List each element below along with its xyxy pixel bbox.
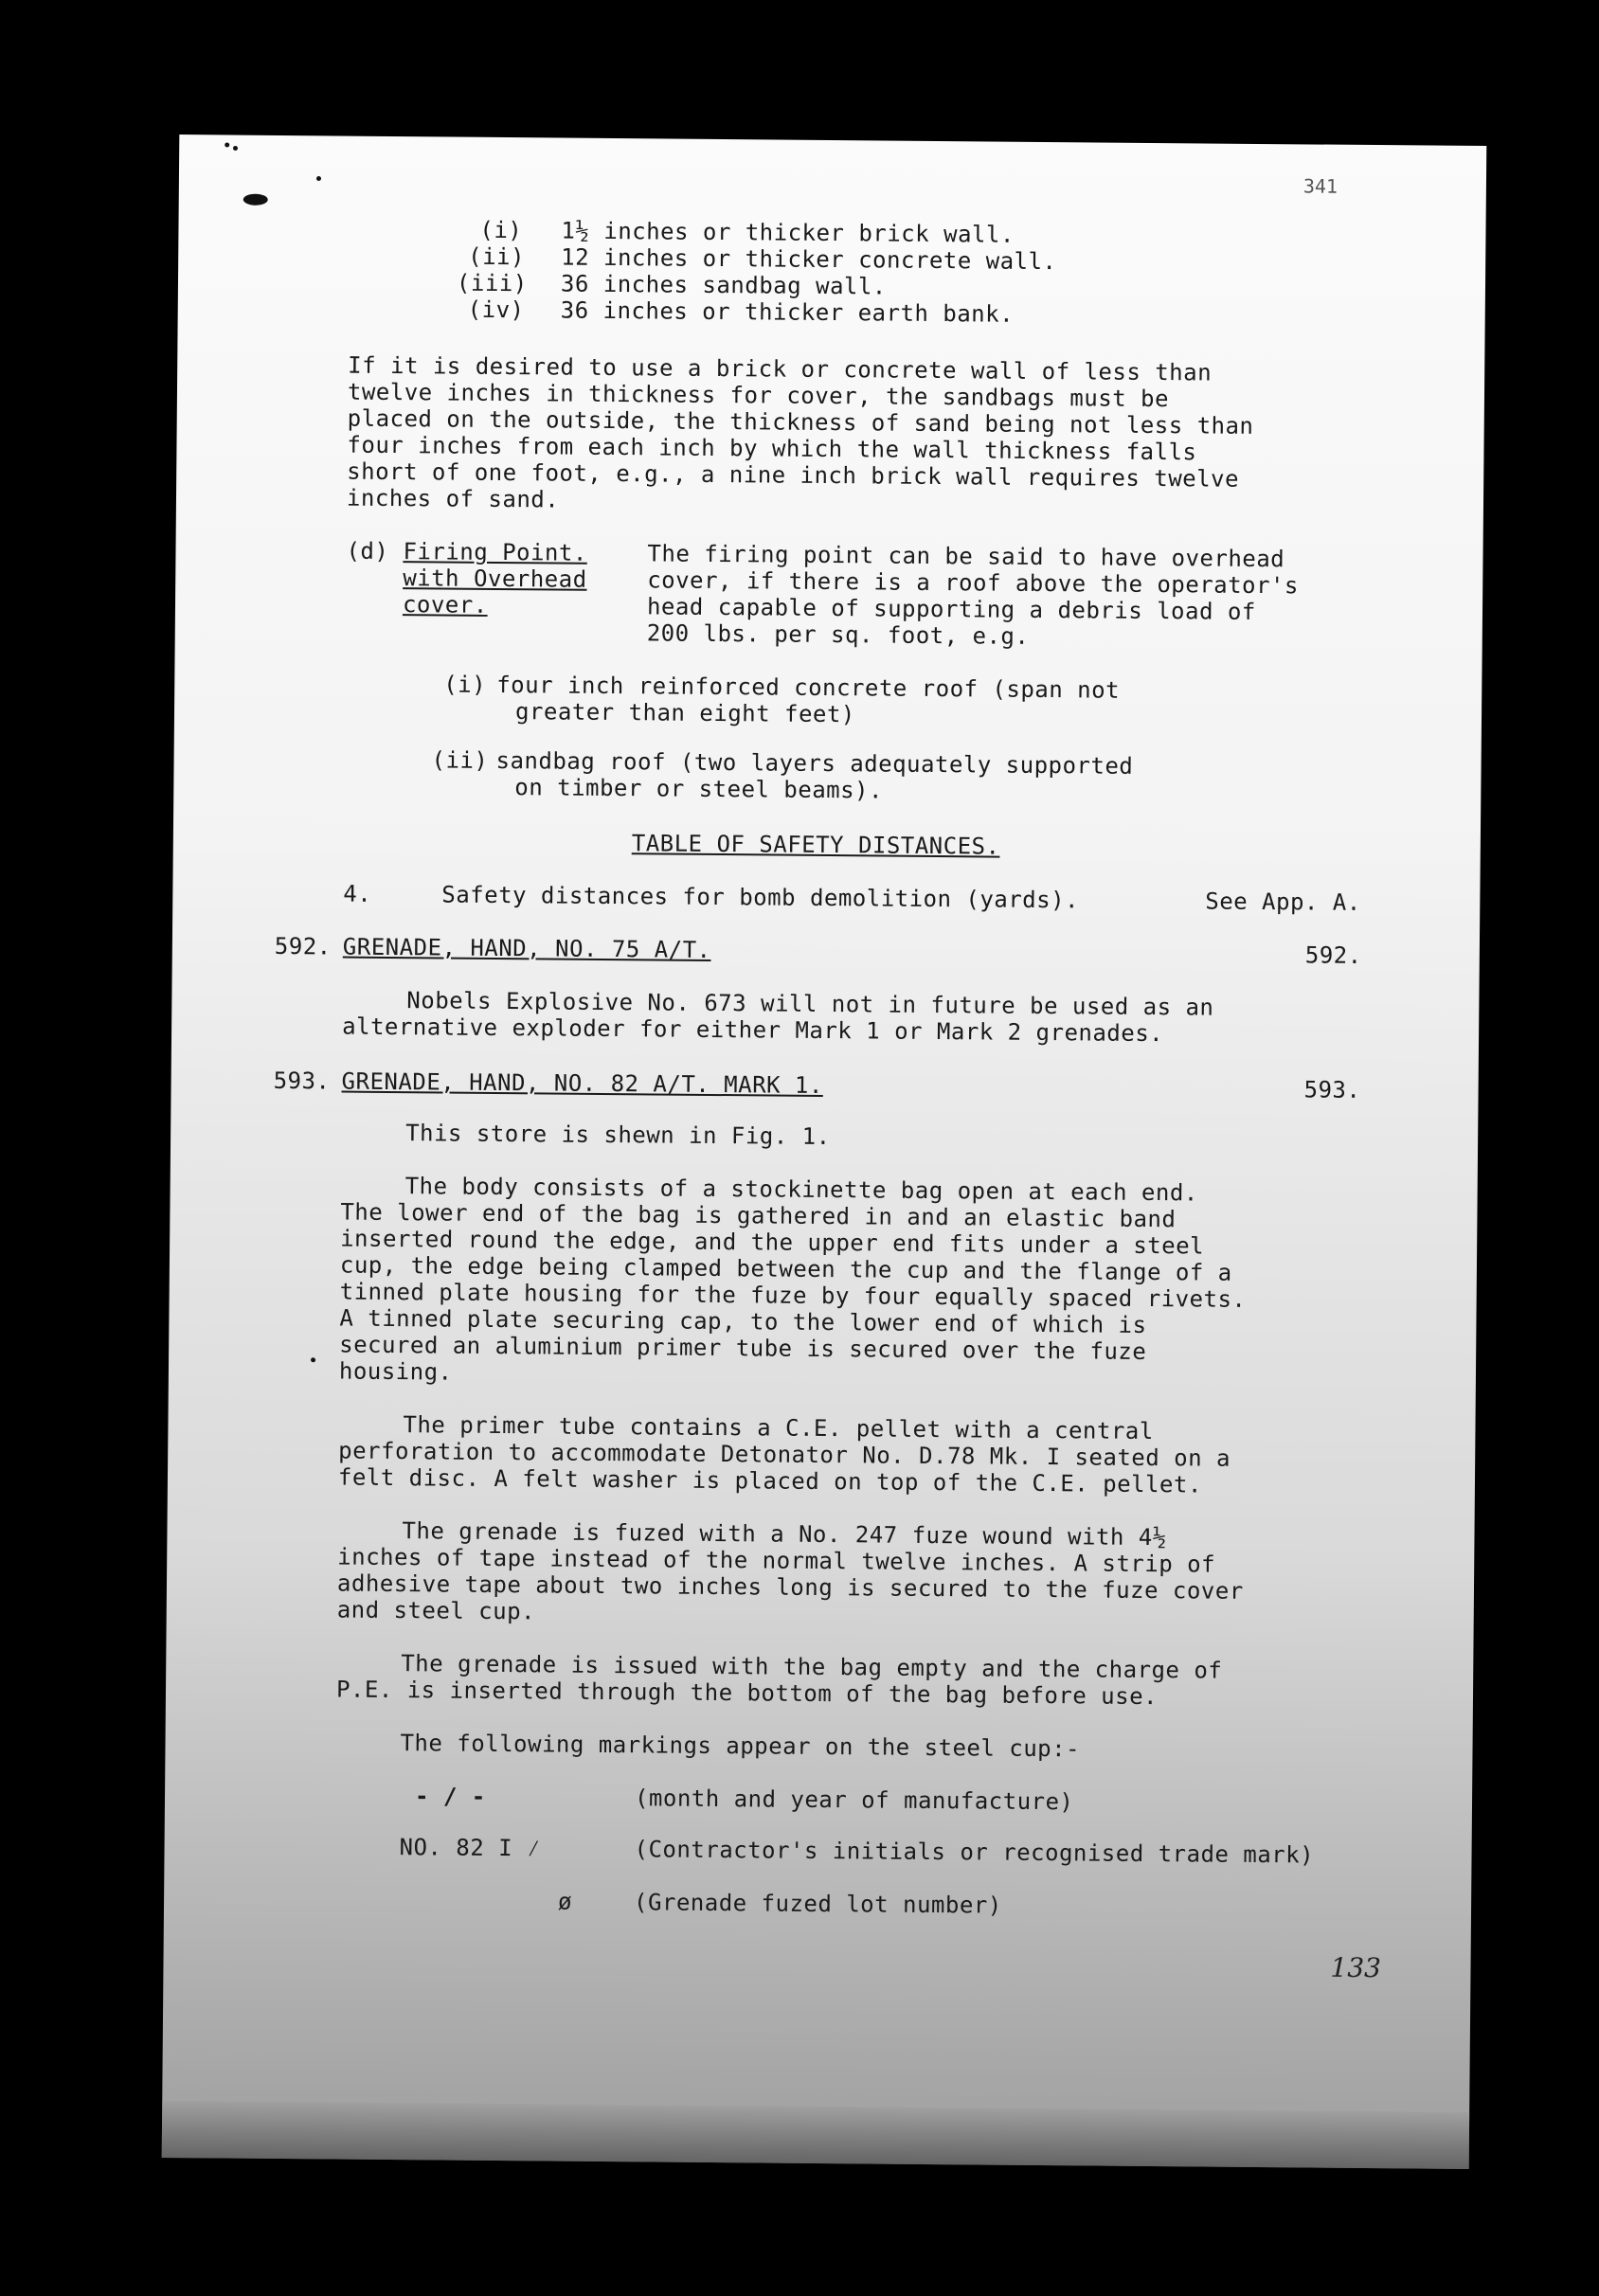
section-d-body: 200 lbs. per sq. foot, e.g. — [646, 619, 1030, 650]
para-sandbag-line: placed on the outside, the thickness of sand being not less than — [347, 404, 1254, 439]
list-b-line: sandbag roof (two layers adequately supported — [495, 746, 1134, 780]
list-b-line: four inch reinforced concrete roof (span not — [496, 671, 1121, 704]
ink-blot — [243, 194, 268, 206]
section-d-title: cover. — [402, 591, 488, 619]
sec592-body: alternative exploder for either Mark 1 or Mark 2 grenades. — [342, 1013, 1164, 1048]
sec593-para4: The grenade is issued with the bag empty and the charge of — [401, 1650, 1223, 1684]
para-sandbag-line: twelve inches in thickness for cover, the sandbags must be — [347, 378, 1170, 413]
section-d-title: with Overhead — [403, 565, 587, 593]
sec593-intro: This store is shewn in Fig. 1. — [405, 1120, 831, 1151]
markings-intro: The following markings appear on the steel cup:- — [400, 1730, 1081, 1763]
sec593-para2: felt disc. A felt washer is placed on top of the C.E. pellet. — [337, 1463, 1202, 1498]
para-sandbag-line: short of one foot, e.g., a nine inch brick wall requires twelve — [347, 457, 1240, 493]
sec592-num-left: 592. — [274, 932, 332, 960]
sec592-num-right: 592. — [1304, 942, 1362, 969]
page-shadow — [162, 2101, 1469, 2169]
item4-text: Safety distances for bomb demolition (yards). — [441, 881, 1080, 914]
sec593-para3: inches of tape instead of the normal twelve inches. A strip of — [337, 1543, 1216, 1578]
list-a-text-3: 36 inches sandbag wall. — [560, 270, 887, 300]
handwritten-page-number: 133 — [1330, 1951, 1382, 1984]
sec593-para2: The primer tube contains a C.E. pellet with a central — [403, 1411, 1154, 1445]
list-b-num-2: (ii) — [431, 746, 489, 774]
ink-speck — [316, 176, 321, 181]
list-a-num-4: (iv) — [467, 296, 525, 324]
sec592-body: Nobels Explosive No. 673 will not in future be used as an — [406, 987, 1214, 1021]
list-b-num-1: (i) — [443, 671, 487, 698]
list-a-text-4: 36 inches or thicker earth bank. — [560, 296, 1015, 328]
sec593-para3: adhesive tape about two inches long is secured to the fuze cover — [336, 1570, 1244, 1605]
ink-speck — [233, 146, 238, 151]
section-d-title: Firing Point. — [403, 538, 587, 566]
marking-desc: (Contractor's initials or recognised trade mark) — [634, 1836, 1315, 1869]
marking-desc: (month and year of manufacture) — [634, 1785, 1074, 1816]
sec593-para3: The grenade is fuzed with a No. 247 fuze wound with 4½ — [402, 1517, 1167, 1552]
marking-code: ø — [557, 1888, 573, 1915]
list-a-num-1: (i) — [479, 216, 523, 244]
para-sandbag-line: inches of sand. — [346, 484, 560, 513]
document-page — [162, 135, 1487, 2169]
section-d-body: head capable of supporting a debris load of — [646, 593, 1256, 625]
sec593-num-right: 593. — [1303, 1076, 1361, 1103]
marking-code: - / - — [414, 1783, 486, 1810]
section-d-body: The firing point can be said to have overhead — [647, 540, 1285, 573]
sec593-para1: cup, the edge being clamped between the cup and the flange of a — [339, 1251, 1232, 1286]
sec593-title: GRENADE, HAND, NO. 82 A/T. MARK 1. — [341, 1067, 824, 1099]
sec593-para1: secured an aluminium primer tube is secured over the fuze — [339, 1331, 1147, 1365]
page-number: 341 — [1303, 174, 1338, 198]
marking-code: NO. 82 I ⁄ — [399, 1834, 542, 1862]
sec593-para1: inserted round the edge, and the upper end fits under a steel — [340, 1225, 1205, 1260]
para-sandbag-line: If it is desired to use a brick or concrete wall of less than — [348, 351, 1213, 386]
list-a-num-2: (ii) — [468, 242, 526, 271]
ink-speck — [225, 142, 229, 147]
section-d-body: cover, if there is a roof above the operator's — [647, 566, 1300, 600]
marking-desc: (Grenade fuzed lot number) — [633, 1889, 1002, 1919]
list-b-line: greater than eight feet) — [514, 698, 855, 728]
list-a-text-2: 12 inches or thicker concrete wall. — [561, 243, 1057, 276]
sec593-para1: The body consists of a stockinette bag open at each end. — [404, 1173, 1198, 1207]
sec593-para3: and steel cup. — [336, 1596, 536, 1625]
sec593-para1: tinned plate housing for the fuze by four equally spaced rivets. — [339, 1278, 1247, 1313]
list-a-num-3: (iii) — [456, 269, 528, 297]
sec592-title: GRENADE, HAND, NO. 75 A/T. — [342, 933, 711, 963]
para-sandbag-line: four inches from each inch by which the wall thickness falls — [347, 431, 1197, 466]
section-d-label: (d) — [346, 537, 389, 565]
list-a-text-1: 1½ inches or thicker brick wall. — [561, 217, 1015, 248]
sec593-num-left: 593. — [273, 1067, 331, 1095]
table-heading: TABLE OF SAFETY DISTANCES. — [631, 830, 1000, 860]
item4-ref: See App. A. — [1205, 888, 1361, 916]
sec593-para4: P.E. is inserted through the bottom of the bag before use. — [335, 1676, 1159, 1711]
sec593-para1: The lower end of the bag is gathered in and an elastic band — [340, 1198, 1177, 1233]
sec593-para1: housing. — [338, 1357, 453, 1386]
sec593-para2: perforation to accommodate Detonator No. D.78 Mk. I seated on a — [338, 1437, 1231, 1472]
list-b-line: on timber or steel beams). — [514, 774, 884, 804]
item4-num: 4. — [343, 880, 372, 907]
ink-speck — [311, 1357, 315, 1362]
sec593-para1: A tinned plate securing cap, to the lower end of which is — [339, 1304, 1147, 1338]
